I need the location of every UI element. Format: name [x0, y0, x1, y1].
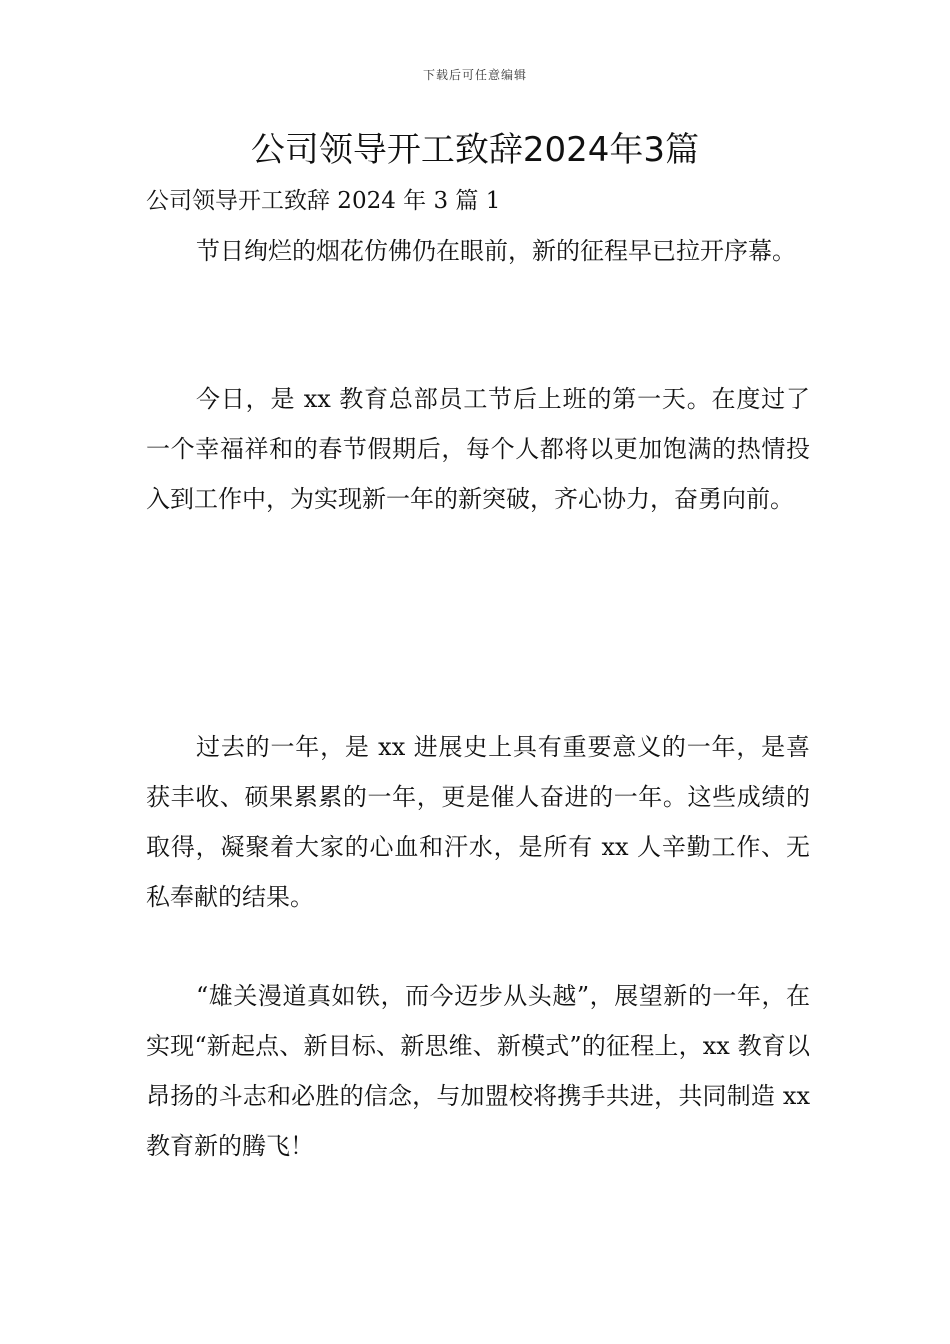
document-subtitle: 公司领导开工致辞 2024 年 3 篇 1 — [146, 188, 501, 214]
document-title: 公司领导开工致辞2024年3篇 — [250, 130, 700, 170]
paragraph-3: 过去的一年，是 xx 进展史上具有重要意义的一年，是喜获丰收、硕果累累的一年，更是催人奋进的一年。这些成绩的取得，凝聚着大家的心血和汗水，是所有 xx 人辛勤工作、无私奉献的结果。 — [146, 733, 810, 911]
paragraph-1: 节日绚烂的烟花仿佛仍在眼前，新的征程早已拉开序幕。 — [196, 237, 796, 265]
paragraph-2: 今日，是 xx 教育总部员工节后上班的第一天。在度过了一个幸福祥和的春节假期后，每个人都将以更加饱满的热情投入到工作中，为实现新一年的新突破，齐心协力，奋勇向前。 — [146, 385, 810, 513]
paragraph-4: “雄关漫道真如铁，而今迈步从头越”，展望新的一年，在实现“新起点、新目标、新思维、新模式”的征程上，xx 教育以昂扬的斗志和必胜的信念，与加盟校将携手共进，共同制造 xx 教育新的腾飞！ — [146, 982, 810, 1160]
header-note: 下载后可任意编辑 — [422, 68, 527, 82]
